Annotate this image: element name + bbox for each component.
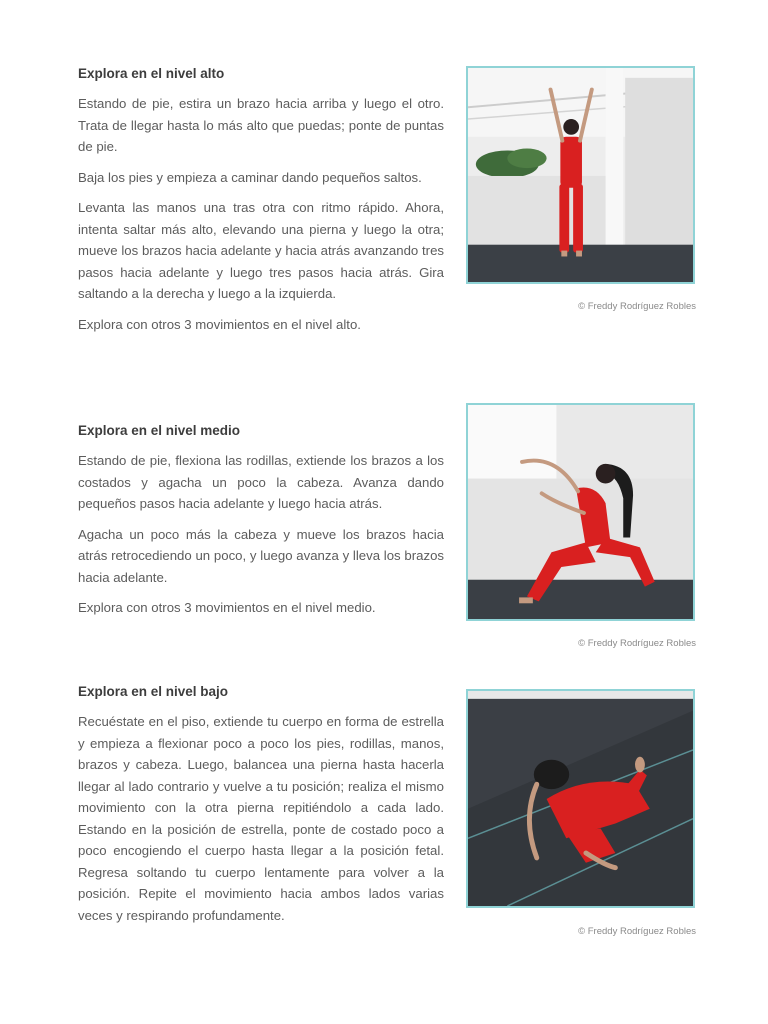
photo-credit: © Freddy Rodríguez Robles [578, 301, 696, 312]
paragraph: Recuéstate en el piso, extiende tu cuerpo en forma de estrella y empieza a flexionar poco a poco los pies, rodillas, manos, brazos y cabeza. Luego, balancea una pierna hasta hacerla llegar al lado contrario y vuelve a tu posición; realiza el mismo movimiento con la otra pierna repitiéndolo a cada lado. Estando en la posición de estrella, ponte de costado poco a poco encogiendo el cuerpo hasta llegar a la posición fetal. Regresa soltando tu cuerpo lentamente para volver a la posición. Repite el movimiento hacia ambos lados varias veces y respirando profundamente. [78, 714, 444, 923]
paragraph: Explora con otros 3 movimientos en el nivel medio. [78, 600, 376, 615]
section-low-level [78, 684, 444, 935]
paragraph: Estando de pie, estira un brazo hacia arriba y luego el otro. Trata de llegar hasta lo más alto que puedas; ponte de puntas de pie. [78, 96, 444, 154]
paragraph: Estando de pie, flexiona las rodillas, extiende los brazos a los costados y agacha un poco la cabeza. Avanza dando pequeños pasos hacia adelante y luego hacia atrás. [78, 453, 444, 511]
section-title-high: Explora en el nivel alto [78, 66, 225, 81]
photo-credit: © Freddy Rodríguez Robles [578, 638, 696, 649]
photo-credit: © Freddy Rodríguez Robles [578, 926, 696, 937]
photo-mid-level [466, 403, 695, 621]
paragraph: Agacha un poco más la cabeza y mueve los brazos hacia atrás retrocediendo un poco, y luego avanza y lleva los brazos hacia adelante. [78, 526, 444, 585]
paragraph: Explora con otros 3 movimientos en el nivel alto. [78, 316, 361, 332]
section-high-level [78, 66, 444, 344]
photo-high-level [466, 66, 695, 284]
paragraph: Baja los pies y empieza a caminar dando pequeños saltos. [78, 169, 422, 185]
section-title-low: Explora en el nivel bajo [78, 684, 229, 699]
section-title-mid: Explora en el nivel medio [78, 423, 241, 438]
section-mid-level [78, 423, 444, 628]
photo-low-level [466, 689, 695, 908]
paragraph: Levanta las manos una tras otra con ritmo rápido. Ahora, intenta saltar más alto, elevando una pierna y luego la otra; mueve los brazos hacia adelante y hacia atrás avanzando tres pasos hacia adelante y luego tres pasos hacia atrás. Gira saltando a la derecha y luego a la izquierda. [78, 200, 444, 301]
